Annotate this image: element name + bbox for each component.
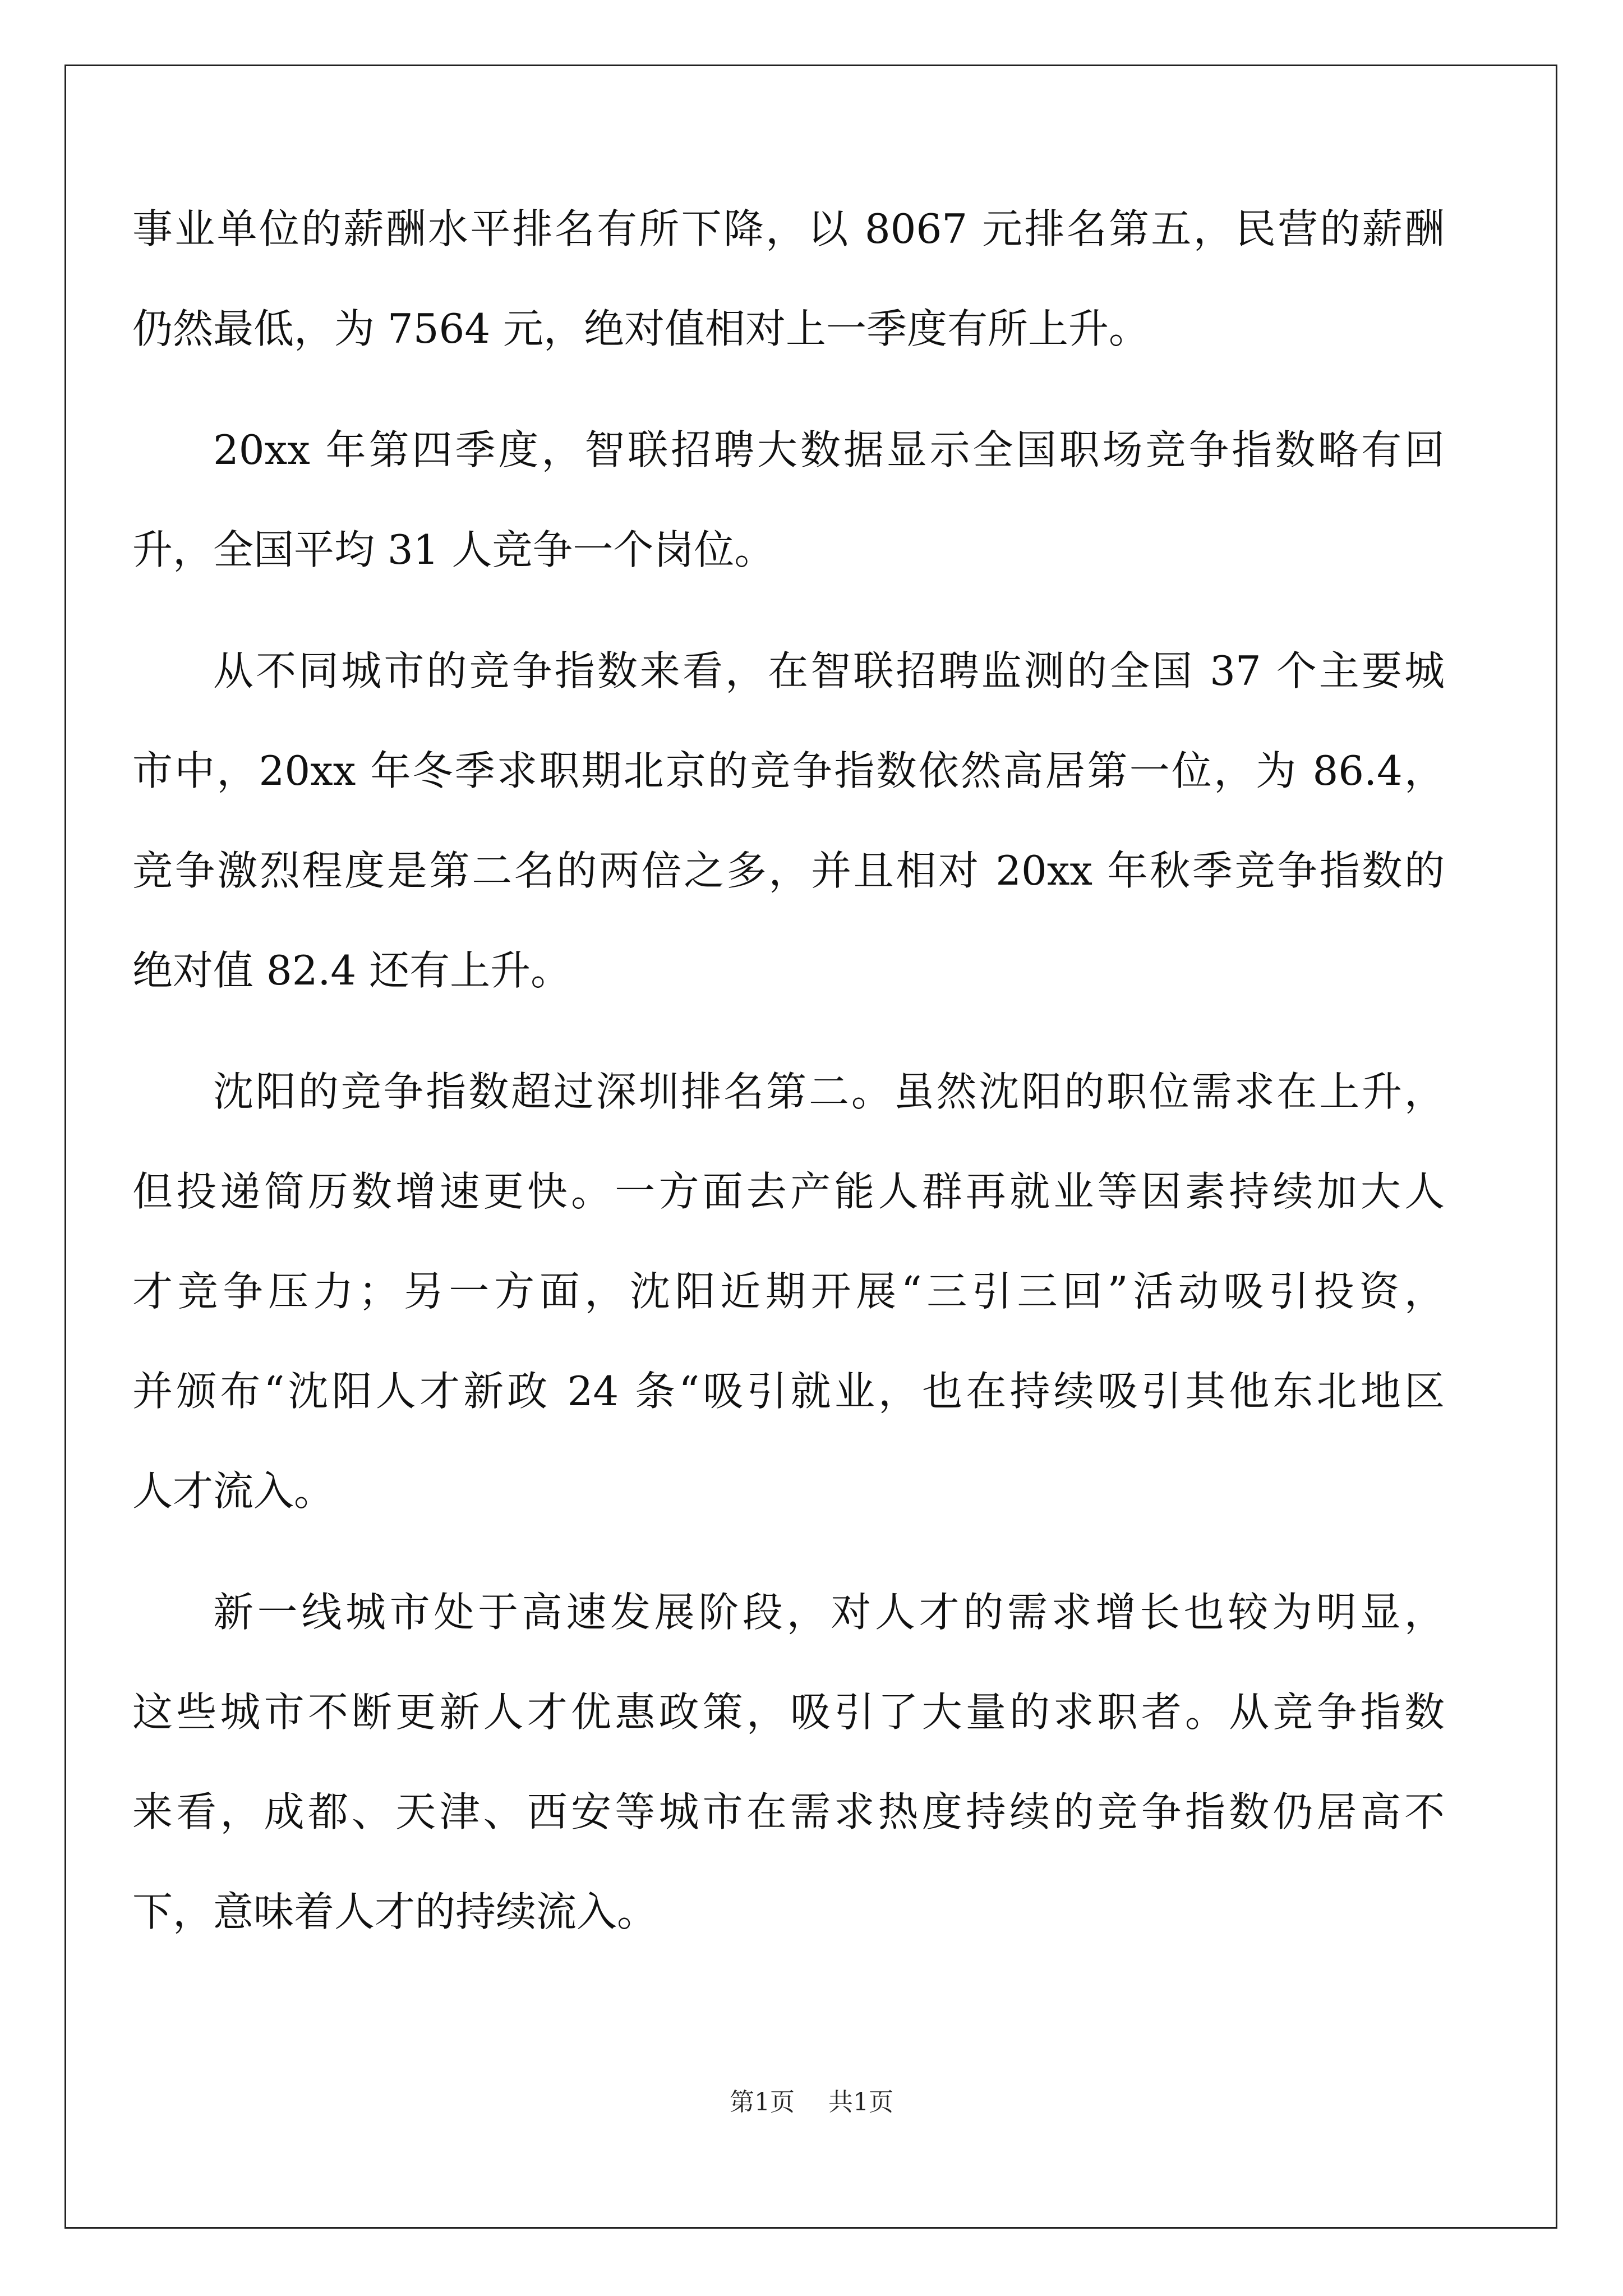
page-footer	[0, 2086, 1623, 2119]
page-total: 共1页	[828, 2088, 893, 2116]
text-line: 沈阳的竞争指数超过深圳排名第二。虽然沈阳的职位需求在上升，	[213, 1068, 1445, 1115]
page-number: 第1页	[730, 2088, 795, 2116]
text-line: 从不同城市的竞争指数来看，在智联招聘监测的全国 37 个主要城	[213, 647, 1445, 694]
text-line: 事业单位的薪酬水平排名有所下降，以 8067 元排名第五，民营的薪酬	[132, 205, 1445, 252]
text-line: 绝对值 82.4 还有上升。	[132, 947, 571, 994]
text-line: 来看，成都、天津、西安等城市在需求热度持续的竞争指数仍居高不	[132, 1788, 1445, 1835]
text-line: 新一线城市处于高速发展阶段，对人才的需求增长也较为明显，	[213, 1589, 1445, 1636]
text-line: 才竞争压力；另一方面，沈阳近期开展“三引三回”活动吸引投资，	[132, 1268, 1445, 1315]
text-line: 市中，20xx 年冬季求职期北京的竞争指数依然高居第一位，为 86.4，	[132, 747, 1445, 794]
text-line: 仍然最低，为 7564 元，绝对值相对上一季度有所上升。	[132, 305, 1150, 352]
text-line: 竞争激烈程度是第二名的两倍之多，并且相对 20xx 年秋季竞争指数的	[132, 847, 1445, 894]
text-line: 升，全国平均 31 人竞争一个岗位。	[132, 526, 775, 573]
text-line: 这些城市不断更新人才优惠政策，吸引了大量的求职者。从竞争指数	[132, 1688, 1445, 1736]
text-line: 人才流入。	[132, 1467, 335, 1515]
text-line: 但投递简历数增速更快。一方面去产能人群再就业等因素持续加大人	[132, 1168, 1445, 1215]
text-line: 20xx 年第四季度，智联招聘大数据显示全国职场竞争指数略有回	[213, 426, 1445, 473]
text-line: 并颁布“沈阳人才新政 24 条“吸引就业，也在持续吸引其他东北地区	[132, 1368, 1445, 1415]
text-line: 下，意味着人才的持续流入。	[132, 1888, 658, 1935]
